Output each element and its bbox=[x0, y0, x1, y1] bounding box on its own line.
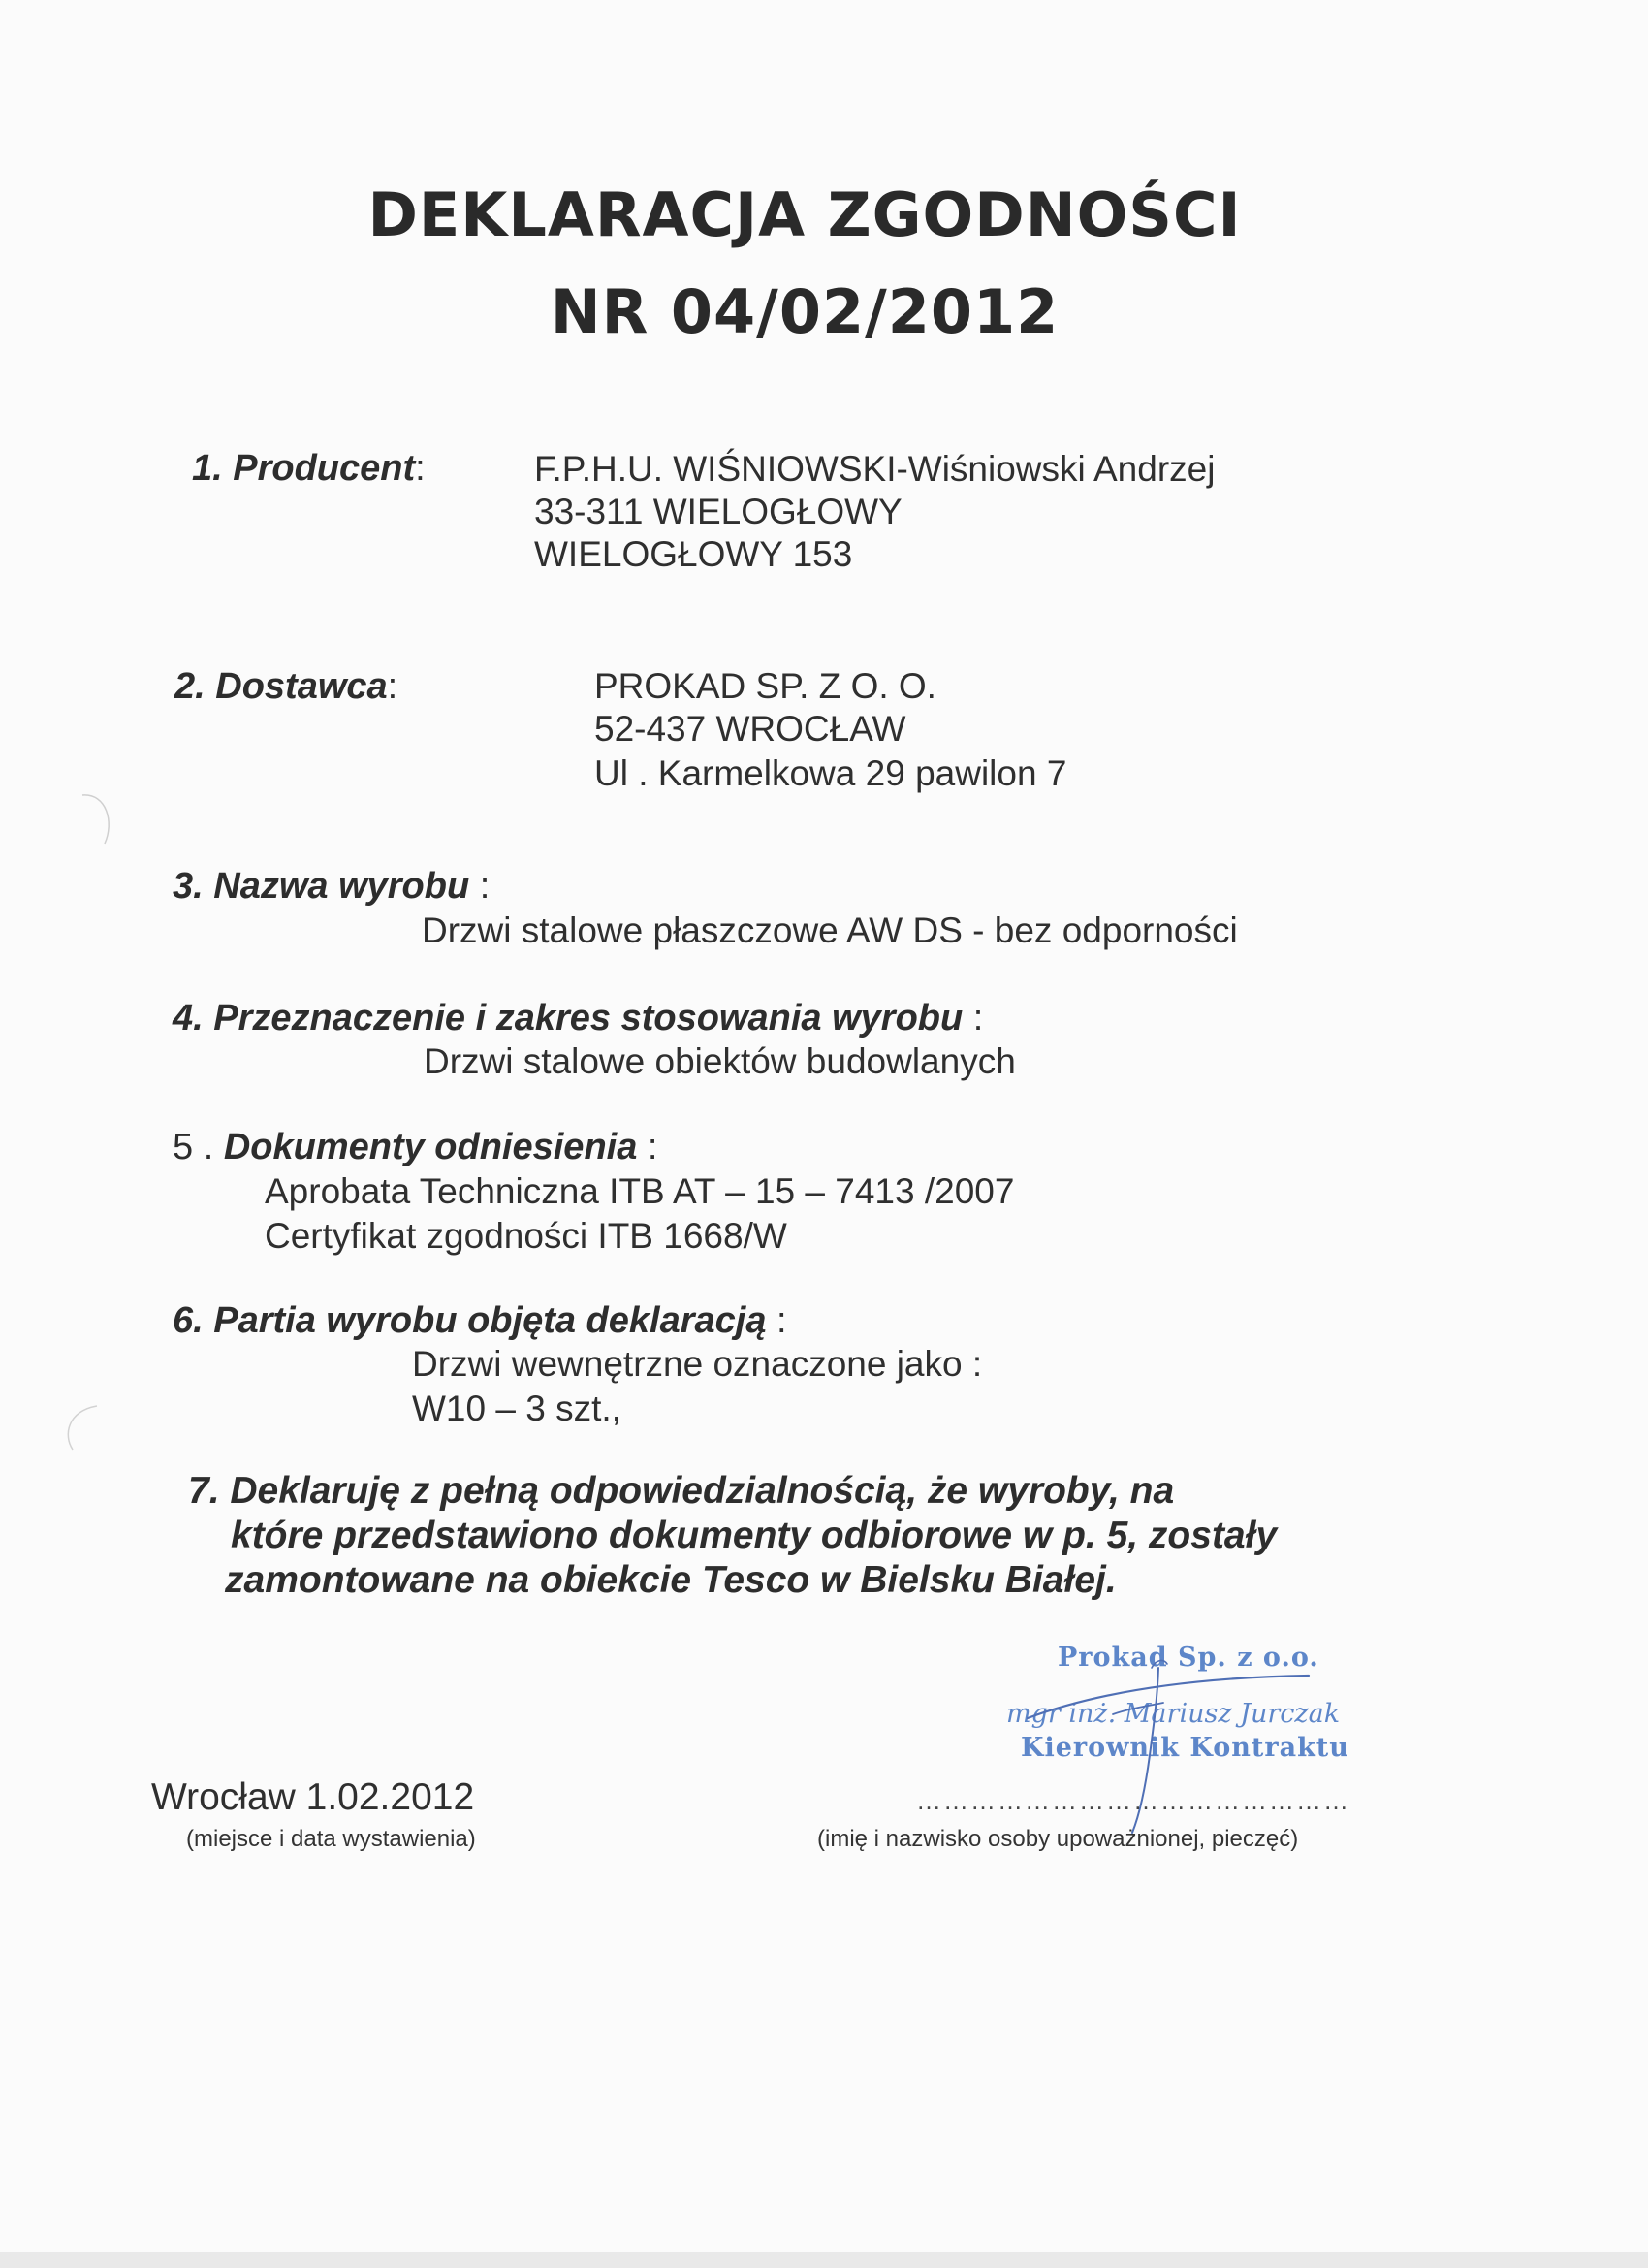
producent-line-1: F.P.H.U. WIŚNIOWSKI-Wiśniowski Andrzej bbox=[534, 449, 1216, 489]
dokumenty-line-2: Certyfikat zgodności ITB 1668/W bbox=[265, 1216, 787, 1256]
przeznaczenie-colon: : bbox=[963, 998, 984, 1038]
dokumenty-label-text: Dokumenty odniesienia bbox=[223, 1127, 638, 1167]
stamp-name: mgr inż. Mariusz Jurczak bbox=[1006, 1699, 1341, 1729]
producent-label-text: 1. Producent bbox=[192, 448, 416, 489]
dostawca-label-text: 2. Dostawca bbox=[174, 666, 388, 707]
signature-line: ………………………………………… bbox=[916, 1786, 1350, 1815]
dostawca-line-1: PROKAD SP. Z O. O. bbox=[594, 666, 936, 706]
partia-line-1: Drzwi wewnętrzne oznaczone jako : bbox=[412, 1344, 983, 1384]
section-dokumenty-label bbox=[173, 1127, 657, 1168]
dostawca-line-2: 52-437 WROCŁAW bbox=[594, 709, 906, 749]
dostawca-colon: : bbox=[387, 666, 398, 707]
dokumenty-colon: : bbox=[637, 1127, 658, 1167]
nazwa-value: Drzwi stalowe płaszczowe AW DS - bez odporności bbox=[422, 910, 1238, 950]
producent-line-3: WIELOGŁOWY 153 bbox=[534, 534, 853, 574]
signature-caption: (imię i nazwisko osoby upoważnionej, pieczęć) bbox=[817, 1826, 1299, 1852]
section-nazwa-label bbox=[173, 866, 490, 908]
document-number: NR 04/02/2012 bbox=[550, 276, 1060, 347]
place-and-date: Wrocław 1.02.2012 bbox=[151, 1776, 475, 1818]
nazwa-colon: : bbox=[469, 866, 491, 907]
section-producent-label bbox=[192, 448, 426, 490]
partia-colon: : bbox=[766, 1300, 787, 1341]
document-title: DEKLARACJA ZGODNOŚCI bbox=[367, 179, 1242, 250]
scan-artifact-mark-2 bbox=[53, 1391, 131, 1469]
statement-line-2: które przedstawiono dokumenty odbiorowe w p. 5, zostały bbox=[231, 1515, 1278, 1556]
scan-artifact-mark bbox=[29, 776, 116, 853]
statement-line-3: zamontowane na obiekcie Tesco w Bielsku Białej. bbox=[225, 1559, 1117, 1601]
dokumenty-line-1: Aprobata Techniczna ITB AT – 15 – 7413 /2007 bbox=[265, 1171, 1015, 1211]
partia-line-2: W10 – 3 szt., bbox=[412, 1389, 621, 1428]
dokumenty-number: 5 . bbox=[173, 1127, 214, 1167]
section-przeznaczenie-label bbox=[173, 998, 983, 1039]
partia-label-text: 6. Partia wyrobu objęta deklaracją bbox=[173, 1300, 767, 1341]
przeznaczenie-label-text: 4. Przeznaczenie i zakres stosowania wyrobu bbox=[173, 998, 964, 1038]
dostawca-line-3: Ul . Karmelkowa 29 pawilon 7 bbox=[594, 753, 1067, 793]
section-partia-label bbox=[173, 1300, 787, 1342]
place-and-date-caption: (miejsce i data wystawienia) bbox=[186, 1826, 476, 1852]
statement-line-1: 7. Deklaruję z pełną odpowiedzialnością, że wyroby, na bbox=[188, 1470, 1175, 1512]
przeznaczenie-value: Drzwi stalowe obiektów budowlanych bbox=[424, 1041, 1016, 1081]
stamp-role: Kierownik Kontraktu bbox=[1021, 1733, 1349, 1763]
stamp-company: Prokad Sp. z o.o. bbox=[1058, 1643, 1319, 1673]
nazwa-label-text: 3. Nazwa wyrobu bbox=[173, 866, 470, 907]
producent-colon: : bbox=[415, 448, 426, 489]
producent-line-2: 33-311 WIELOGŁOWY bbox=[534, 492, 903, 531]
scan-bottom-edge bbox=[0, 2252, 1648, 2268]
section-dostawca-label bbox=[174, 666, 397, 708]
